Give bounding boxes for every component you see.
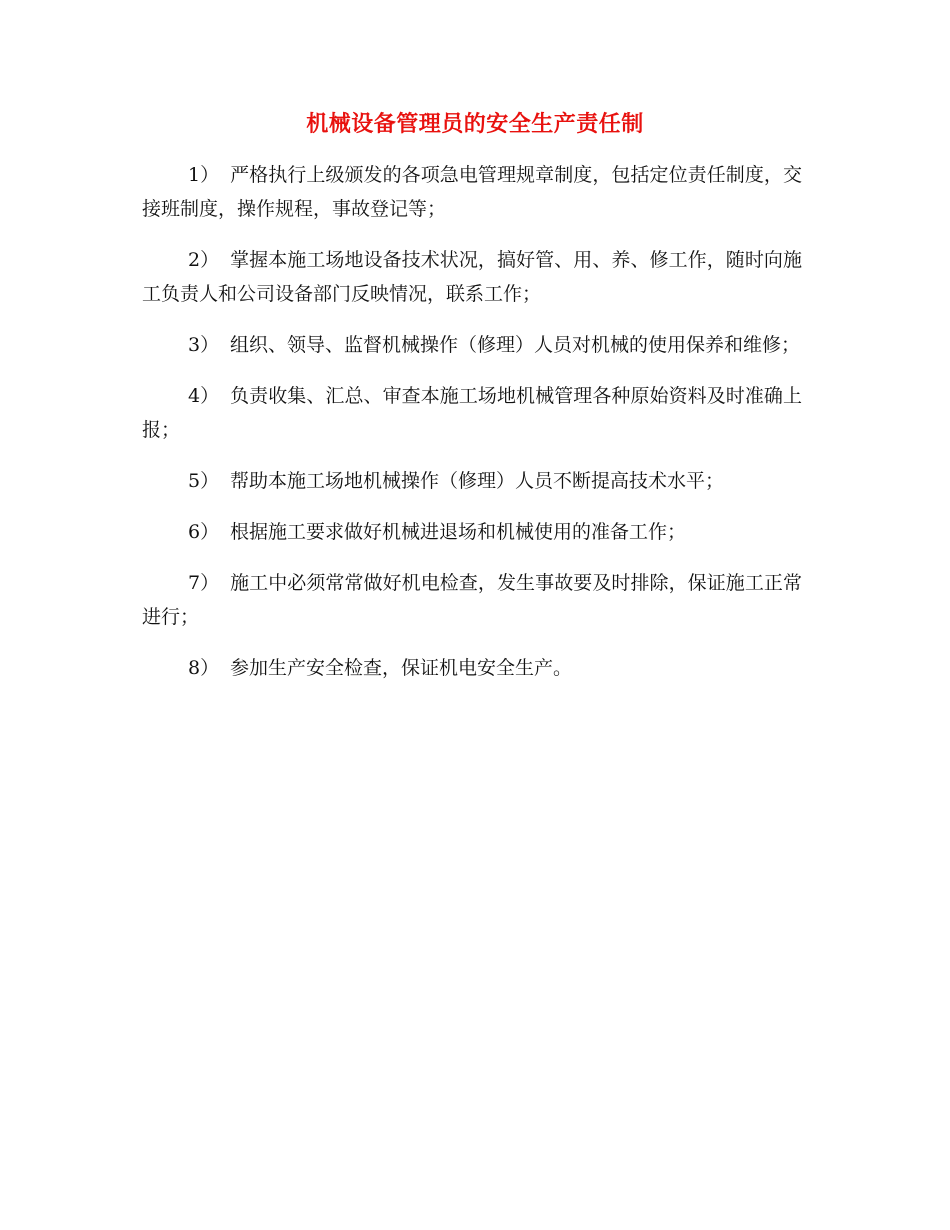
list-item-1 [142, 158, 802, 226]
list-item-6 [142, 515, 802, 549]
list-item-5 [142, 464, 802, 498]
item-text: 根据施工要求做好机械进退场和机械使用的准备工作； [230, 521, 687, 543]
responsibility-list [142, 158, 802, 702]
item-number: 6） [188, 521, 220, 543]
item-number: 8） [188, 657, 220, 679]
item-number: 1） [188, 164, 220, 186]
item-number: 4） [188, 385, 220, 407]
item-text: 参加生产安全检查，保证机电安全生产。 [230, 657, 573, 679]
item-text: 帮助本施工场地机械操作（修理）人员不断提高技术水平； [230, 470, 725, 492]
item-text: 施工中必须常常做好机电检查，发生事故要及时排除，保证施工正常进行； [142, 572, 802, 628]
list-item-4 [142, 379, 802, 447]
list-item-3 [142, 328, 802, 362]
item-number: 2） [188, 249, 220, 271]
list-item-2 [142, 243, 802, 311]
list-item-8 [142, 651, 802, 685]
list-item-7 [142, 566, 802, 634]
item-number: 3） [188, 334, 220, 356]
item-text: 负责收集、汇总、审查本施工场地机械管理各种原始资料及时准确上报； [142, 385, 802, 441]
item-text: 掌握本施工场地设备技术状况，搞好管、用、养、修工作，随时向施工负责人和公司设备部门反映情况，联系工作； [142, 249, 802, 305]
document-title: 机械设备管理员的安全生产责任制 [306, 111, 644, 137]
item-text: 组织、领导、监督机械操作（修理）人员对机械的使用保养和维修； [230, 334, 801, 356]
item-number: 5） [188, 470, 220, 492]
item-text: 严格执行上级颁发的各项急电管理规章制度，包括定位责任制度，交接班制度，操作规程，事故登记等； [142, 164, 802, 220]
item-number: 7） [188, 572, 220, 594]
